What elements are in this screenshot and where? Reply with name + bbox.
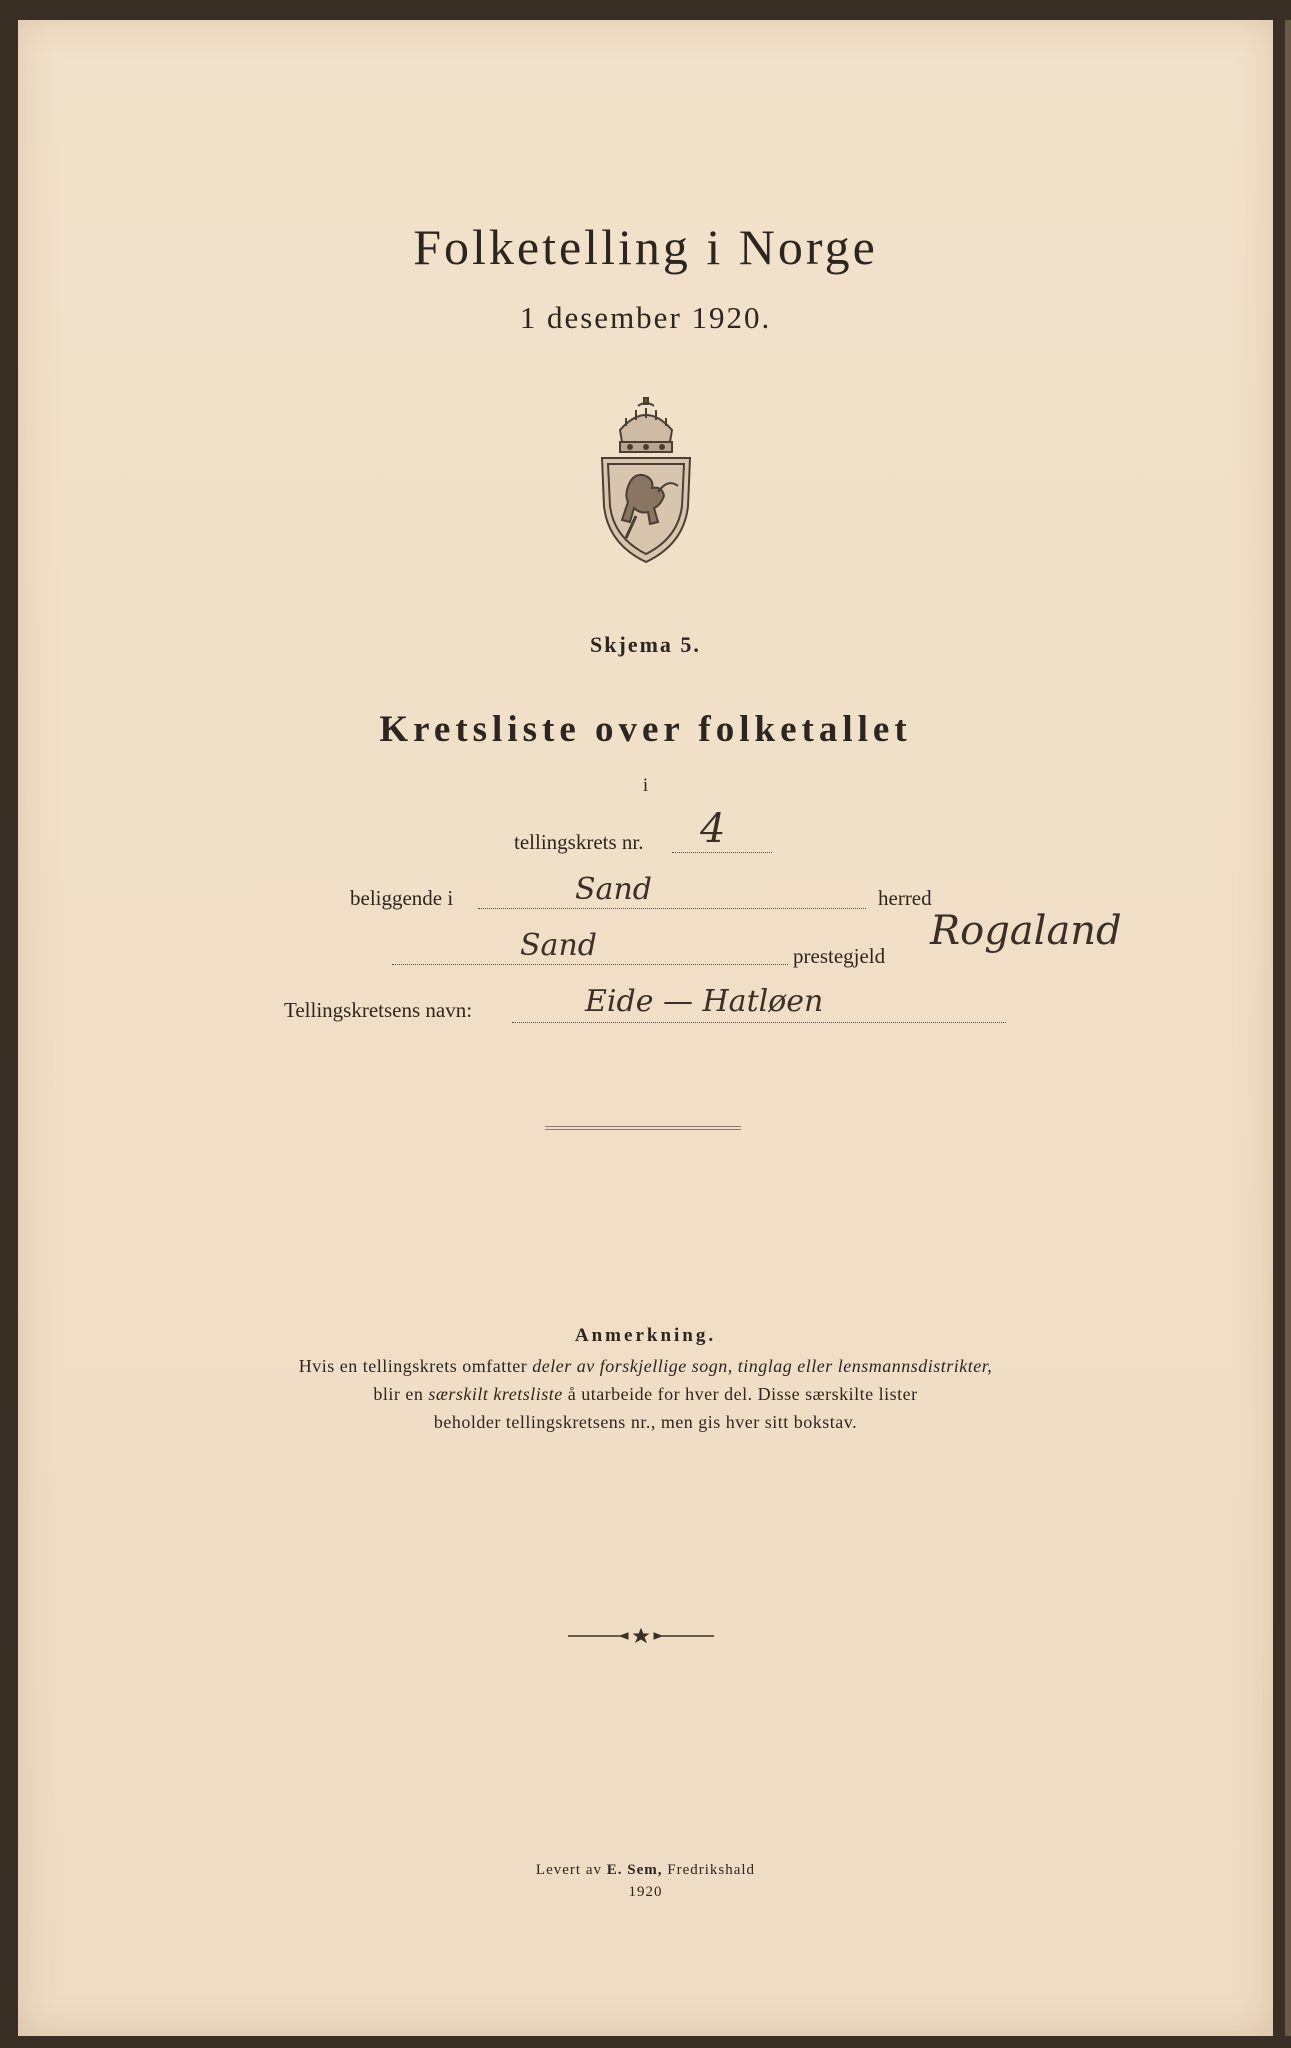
herred-label: herred bbox=[878, 886, 932, 910]
note-line-2-text-b: å utarbeide for hver del. Disse særskilte lister bbox=[562, 1384, 918, 1404]
connector-word: i bbox=[642, 775, 649, 796]
beliggende-label: beliggende i bbox=[350, 886, 454, 910]
note-line-2-emphasis: særskilt kretsliste bbox=[428, 1384, 563, 1404]
krets-name-label: Tellingskretsens navn: bbox=[284, 998, 473, 1022]
schema-number: Skjema 5. bbox=[590, 632, 701, 657]
herred-value: Sand bbox=[575, 872, 652, 907]
printer-prefix: Levert av bbox=[535, 1862, 607, 1878]
ornament-icon bbox=[568, 1628, 714, 1649]
print-year: 1920 bbox=[628, 1884, 663, 1900]
form-heading: Kretsliste over folketallet bbox=[379, 709, 912, 750]
printer-name: E. Sem, bbox=[606, 1862, 663, 1878]
note-line-1-text: Hvis en tellingskrets omfatter bbox=[298, 1356, 533, 1376]
prestegjeld-line bbox=[392, 964, 788, 965]
krets-number-label: tellingskrets nr. bbox=[514, 830, 644, 854]
printer-credit bbox=[0, 1862, 1291, 1879]
prestegjeld-value: Sand bbox=[520, 928, 597, 963]
prestegjeld-label: prestegjeld bbox=[793, 944, 886, 968]
krets-number-value: 4 bbox=[700, 806, 726, 852]
note-line-1-emphasis: deler av forskjellige sogn, tinglag eller lensmannsdistrikter, bbox=[532, 1356, 993, 1376]
note-title: Anmerkning. bbox=[574, 1325, 717, 1346]
norwegian-coat-of-arms-icon bbox=[596, 396, 696, 571]
krets-name-line bbox=[512, 1022, 1006, 1023]
note-line-2-text-a: blir en bbox=[373, 1384, 429, 1404]
section-divider bbox=[545, 1126, 741, 1130]
krets-name-value: Eide — Hatløen bbox=[585, 984, 824, 1019]
note-line-2 bbox=[0, 1384, 1291, 1405]
note-line-3: beholder tellingskretsens nr., men gis hver sitt bokstav. bbox=[433, 1412, 858, 1432]
county-value: Rogaland bbox=[930, 908, 1122, 954]
census-date: 1 desember 1920. bbox=[519, 300, 772, 335]
printer-city: Fredrikshald bbox=[662, 1862, 756, 1878]
krets-number-line bbox=[672, 852, 772, 853]
page-title: Folketelling i Norge bbox=[413, 219, 878, 275]
herred-line bbox=[478, 908, 866, 909]
note-line-1 bbox=[0, 1356, 1291, 1377]
